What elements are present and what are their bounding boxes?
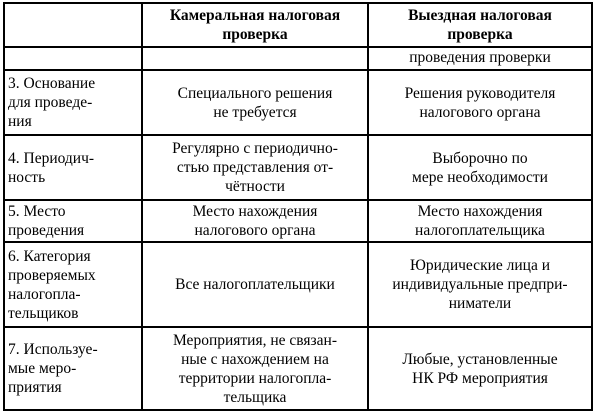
table-row	[4, 47, 592, 70]
desk-audit-cell: Мероприятия, не связан- ные с нахождением на территории налогопла- тельщика	[142, 327, 368, 410]
header-row	[4, 3, 592, 47]
table-row	[4, 327, 592, 410]
desk-audit-cell: Все налогоплательщики	[142, 242, 368, 327]
header-cell-desk-audit: Камеральная налоговая проверка	[142, 3, 368, 47]
field-audit-cell: Решения руководителя налогового органа	[368, 70, 592, 135]
desk-audit-cell	[142, 47, 368, 70]
table-row	[4, 70, 592, 135]
desk-audit-cell: Специального решения не требуется	[142, 70, 368, 135]
criterion-cell: 4. Периодич- ность	[4, 135, 142, 200]
comparison-table	[3, 2, 593, 411]
criterion-cell	[4, 47, 142, 70]
table-row	[4, 242, 592, 327]
header-cell-field-audit: Выездная налоговая проверка	[368, 3, 592, 47]
field-audit-cell: проведения проверки	[368, 47, 592, 70]
criterion-cell: 3. Основание для проведе- ния	[4, 70, 142, 135]
desk-audit-cell: Место нахождения налогового органа	[142, 200, 368, 242]
field-audit-cell: Юридические лица и индивидуальные предпри- ниматели	[368, 242, 592, 327]
table-row	[4, 135, 592, 200]
field-audit-cell: Место нахождения налогоплательщика	[368, 200, 592, 242]
criterion-cell: 5. Место проведения	[4, 200, 142, 242]
criterion-cell: 7. Используе- мые меро- приятия	[4, 327, 142, 410]
header-cell-criterion	[4, 3, 142, 47]
desk-audit-cell: Регулярно с периодично- стью представления от- чётности	[142, 135, 368, 200]
table-row	[4, 200, 592, 242]
criterion-cell: 6. Категория проверяемых налогопла- тельщиков	[4, 242, 142, 327]
field-audit-cell: Любые, установленные НК РФ мероприятия	[368, 327, 592, 410]
field-audit-cell: Выборочно по мере необходимости	[368, 135, 592, 200]
